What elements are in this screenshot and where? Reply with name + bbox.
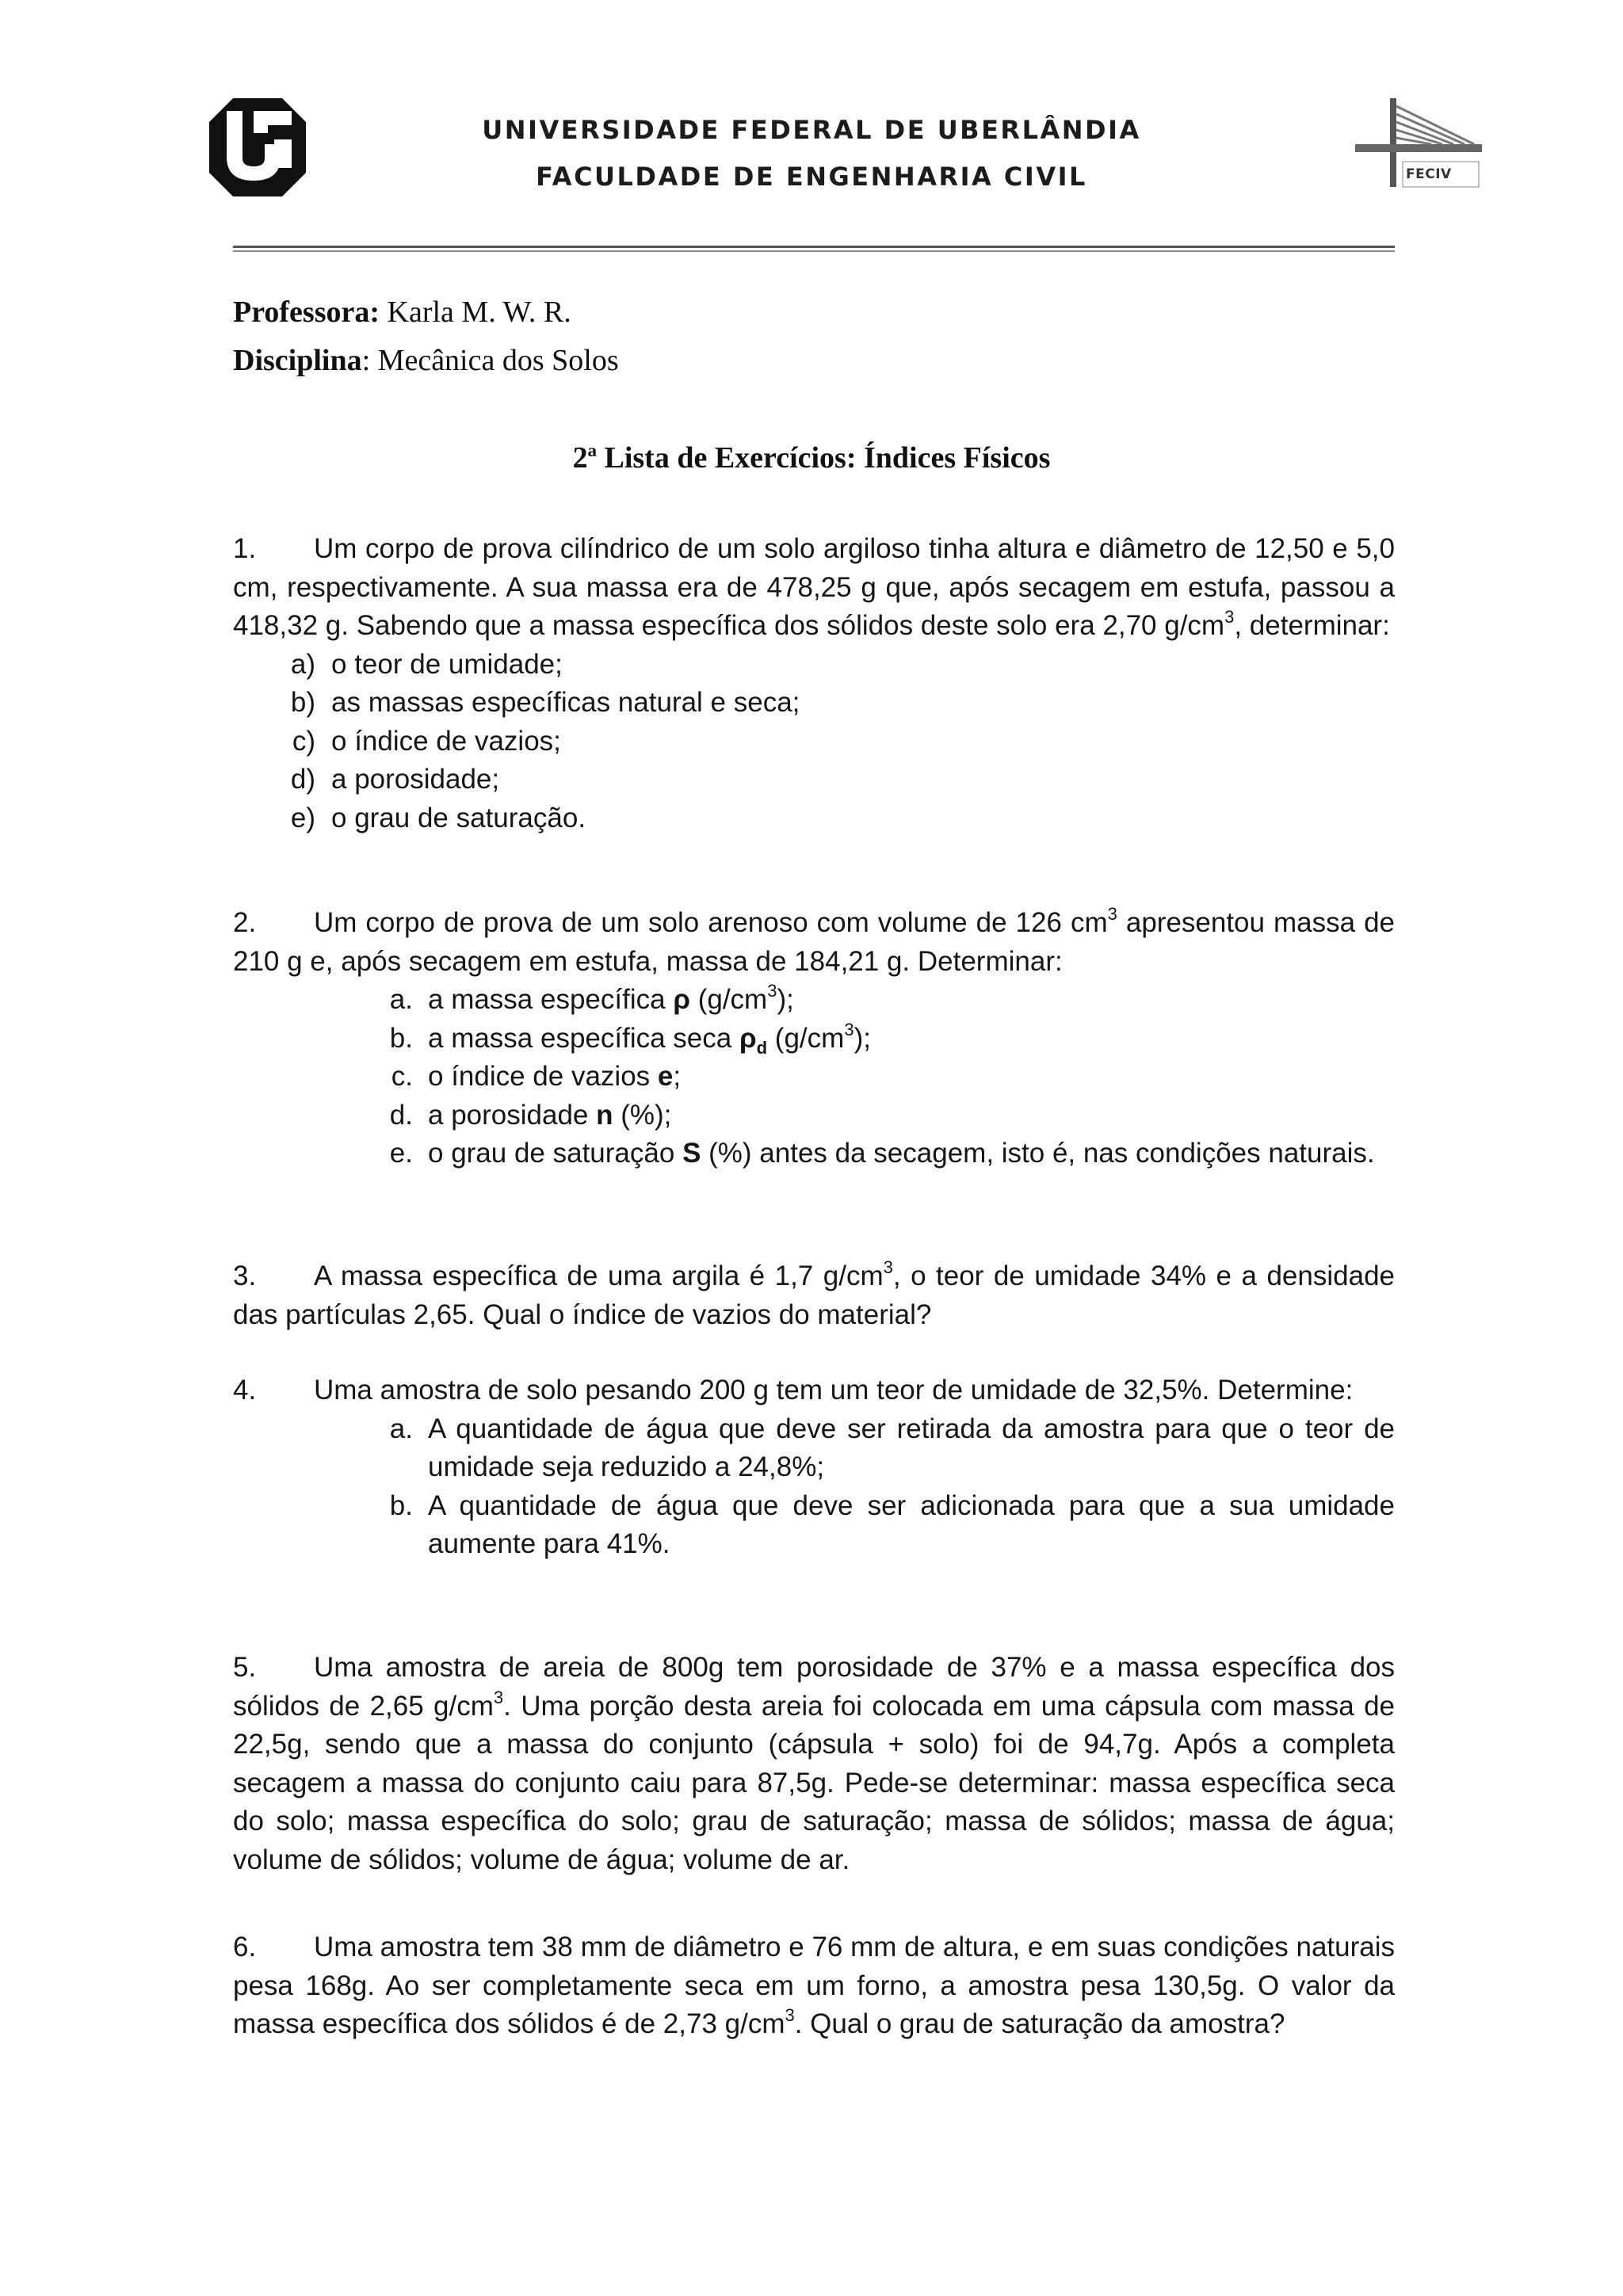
exercise-5 [233, 1649, 1395, 1879]
exercise-2 [233, 904, 1395, 1173]
exercise-number: 3. [233, 1261, 257, 1291]
exercise-number: 2. [233, 907, 257, 938]
symbol-rho-d: ρ [739, 1022, 757, 1054]
exercise-number: 5. [233, 1652, 257, 1683]
exercise-4-statement: 4. Uma amostra de solo pesando 200 g tem um teor de umidade de 32,5%. Determine: [233, 1371, 1395, 1410]
exercise-1-statement: 1. Um corpo de prova cilíndrico de um solo argiloso tinha altura e diâmetro de 12,50 e 5,0 cm, respectivamente. A sua massa era de 478,25 g que, após secagem em estufa, passou a 418,32 g. Sabendo que a massa específica dos sólidos deste solo era 2,70 $g/cm^3$, determinar: [233, 530, 1395, 646]
faculty-name: FACULDADE DE ENGENHARIA CIVIL [536, 162, 1087, 192]
list-item: b. a massa específica seca $\rho_d$ $(g/cm^3)$; [389, 1019, 871, 1058]
list-item: e. o grau de saturação S (%) antes da secagem, isto é, nas condições naturais. [389, 1138, 1375, 1169]
symbol-n: n [596, 1099, 613, 1131]
exercise-3-statement: 3. A massa específica de uma argila é 1,7 $g/cm^3$, o teor de umidade 34% e a densidade das partículas 2,65. Qual o índice de vazios do material? [233, 1257, 1395, 1330]
exercise-number: 1. [233, 533, 257, 564]
exercise-4-items [233, 1410, 1395, 1564]
exercise-1 [233, 530, 1395, 837]
header-rule-thin [233, 250, 1395, 252]
list-item: a. a massa específica ρ $(g/cm^3)$; [389, 981, 794, 1015]
subject-label: Disciplina [233, 344, 362, 377]
list-item: b. A quantidade de água que deve ser adicionada para que a sua umidade aumente para 41%. [389, 1489, 1395, 1559]
list-item: e) o grau de saturação. [290, 802, 586, 833]
list-item: a. A quantidade de água que deve ser retirada da amostra para que o teor de umidade seja reduzido a 24,8%; [389, 1413, 1395, 1482]
list-item: c. o índice de vazios e; [391, 1061, 682, 1092]
list-item: c) o índice de vazios; [292, 725, 561, 757]
list-item: d) a porosidade; [290, 764, 500, 795]
symbol-e: e [657, 1061, 674, 1092]
professor-line [233, 295, 571, 330]
header-rule [233, 246, 1395, 248]
exercise-number: 6. [233, 1932, 257, 1962]
exercise-5-statement: 5. Uma amostra de areia de 800g tem porosidade de 37% e a massa específica dos sólidos de 2,65 $g/cm^3$. Uma porção desta areia foi colocada em uma cápsula com massa de 22,5g, sendo que a massa do conjunto (cápsula + solo) foi de 94,7g. Após a completa secagem a massa do conjunto caiu para 87,5g. Pede-se determinar: massa específica seca do solo; massa específica do solo; grau de saturação; massa de sólidos; massa de água; volume de sólidos; volume de água; volume de ar. [233, 1649, 1395, 1879]
exercise-number: 4. [233, 1375, 257, 1405]
exercise-2-statement: 2. Um corpo de prova de um solo arenoso com volume de 126 $cm^3$ apresentou massa de 210 g e, após secagem em estufa, massa de 184,21 g. Determinar: [233, 904, 1396, 977]
university-name: UNIVERSIDADE FEDERAL DE UBERLÂNDIA [482, 115, 1141, 145]
exercise-3 [233, 1257, 1395, 1334]
exercise-6 [233, 1928, 1395, 2044]
feciv-logo-text: FECIV [1406, 166, 1452, 182]
subject-name: : Mecânica dos Solos [361, 344, 619, 377]
list-item: a) o teor de umidade; [290, 648, 563, 680]
professor-name: Karla M. W. R. [380, 296, 571, 329]
exercise-4 [233, 1371, 1395, 1564]
list-title: 2ª Lista de Exercícios: Índices Físicos [572, 441, 1051, 475]
exercise-1-items [233, 646, 1395, 838]
subject-line [233, 343, 619, 378]
list-item: b) as massas específicas natural e seca; [290, 687, 800, 718]
symbol-rho: ρ [673, 984, 690, 1015]
exercise-2-items [233, 981, 1395, 1173]
professor-label: Professora: [233, 296, 380, 329]
list-item: d. a porosidade n (%); [389, 1099, 672, 1131]
symbol-s: S [682, 1138, 701, 1169]
exercise-6-statement: 6. Uma amostra tem 38 mm de diâmetro e 76 mm de altura, e em suas condições naturais pesa 168g. Ao ser completamente seca em um forno, a amostra pesa 130,5g. O valor da massa específica dos sólidos é de 2,73 $g/cm^3$. Qual o grau de saturação da amostra? [233, 1928, 1395, 2044]
